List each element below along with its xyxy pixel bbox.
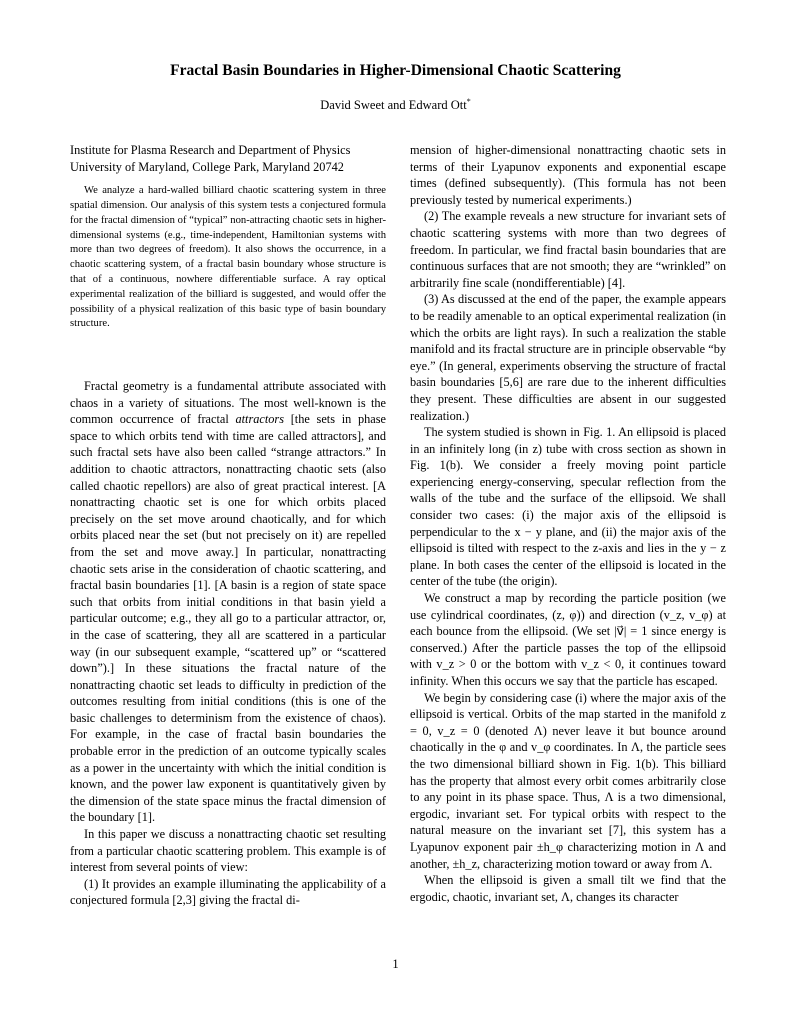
right-paragraph-3: (3) As discussed at the end of the paper, the example appears to be readily amenable to an optical experimental realization (in which the orbits are light rays). In such a realization the stable manifold and its fractal structure are in principle observable “by eye.” (In general, experiments observing the structure of fractal basin boundaries [5,6] are rare due to the inherent difficulties they present. These difficulties are absent in our suggested realization.)	[410, 292, 726, 423]
page-number: 1	[392, 957, 399, 971]
paragraph-2: In this paper we discuss a nonattracting chaotic set resulting from a particular chaotic scattering problem. This example is of interest from several points of view:	[70, 827, 386, 875]
right-paragraph-2: (2) The example reveals a new structure for invariant sets of chaotic scattering systems with more than two degrees of freedom. In particular, we find fractal basin boundaries that are continuous surfaces that are not smooth; they are “wrinkled” on arbitrarily fine scale (nondifferentiable) [4].	[410, 209, 726, 290]
right-paragraph-1: mension of higher-dimensional nonattracting chaotic sets in terms of their Lyapunov exponents and exponential escape times (defined subsequently). (This formula has not been previously tested by numerical experiments.)	[410, 143, 726, 207]
author-footnote-mark: *	[466, 97, 471, 106]
paragraph-intro-part-b: [the sets in phase space to which orbits tend with time are called attractors], and such fractal sets have also been called “strange attractors.” In addition to chaotic attractors, nonattracting chaotic sets (also called chaotic repellors) are also of great practical interest. [A nonattracting chaotic set is one for which orbits placed precisely on the set move around chaotically, and for which orbits placed near the set (but not precisely on it) are repelled from the set and move away.] In particular, nonattracting chaotic sets arise in the consideration of chaotic scattering, and fractal basin boundaries [1]. [A basin is a region of state space such that orbits from initial conditions in that basin yield a particular outcome; e.g., they all go to a particular attractor, or, in the case of scattering, they all are scattered in a particular way (in our subsequent example, “scattered up” or “scattered down”).] In these situations the fractal nature of the nonattracting chaotic set leads to difficulty in prediction of the outcomes resulting from initial conditions (this is one of the basic challenges to determinism from the existence of chaos). For example, in the case of fractal basin boundaries the probable error in the prediction of an outcome typically scales as a power in the uncertainty with which the initial condition is known, and the power law exponent is quantitatively given by the dimension of the state space minus the fractal dimension of the boundary [1].	[70, 412, 386, 825]
abstract-text: We analyze a hard-walled billiard chaotic scattering system in three spatial dimension. Our analysis of this system tests a conjectured formula for the fractal dimension of “typical” non-attracting chaotic sets in higher-dimensional systems (e.g., time-independent, Hamiltonian systems with more than two degrees of freedom). It also shows the occurrence, in a chaotic scattering system, of a fractal basin boundary whose structure is that of a continuous, nowhere differentiable surface. A ray optical experimental realization of the billiard is suggested, and would offer the possibility of a physical realization of this basic type of basin boundary structure.	[70, 185, 386, 330]
left-body	[70, 378, 386, 909]
paragraph-3: (1) It provides an example illuminating the applicability of a conjectured formula [2,3] giving the fractal di-	[70, 876, 386, 908]
right-column	[410, 142, 726, 905]
paper-authors	[0, 97, 791, 113]
affiliation	[70, 142, 386, 175]
right-paragraph-7: When the ellipsoid is given a small tilt we find that the ergodic, chaotic, invariant set, Λ, changes its character	[410, 873, 726, 904]
affiliation-line-1: Institute for Plasma Research and Department of Physics	[70, 143, 351, 157]
right-paragraph-6: We begin by considering case (i) where the major axis of the ellipsoid is vertical. Orbits of the map started in the manifold z = 0, v_z = 0 (denoted Λ) never leave it but bounce around chaotically in the φ and v_φ coordinates. In Λ, the particle sees the two dimensional billiard shown in Fig. 1(b). This billiard has the property that almost every orbit comes arbitrarily close to any point in its phase space. Thus, Λ is a two dimensional, ergodic, invariant set. For typical orbits with respect to the natural measure on the invariant set [7], this system has a Lyapunov exponent pair ±h_φ characterizing motion in Λ and another, ±h_z, characterizing motion toward or away from Λ.	[410, 690, 726, 871]
right-paragraph-4: The system studied is shown in Fig. 1. An ellipsoid is placed in an infinitely long (in z) tube with cross section as shown in Fig. 1(b). We consider a freely moving point particle experiencing energy-conserving, specular reflection from the walls of the tube and the surface of the ellipsoid. We shall consider two cases: (i) the major axis of the ellipsoid is perpendicular to the x − y plane, and (ii) the major axis of the ellipsoid is tilted with respect to the z-axis and lies in the y − z plane. In both cases the center of the ellipsoid is located in the center of the tube (the origin).	[410, 425, 726, 589]
author-names: David Sweet and Edward Ott	[320, 98, 467, 113]
paper-title: Fractal Basin Boundaries in Higher-Dimensional Chaotic Scattering	[170, 62, 621, 79]
abstract	[70, 184, 386, 332]
affiliation-line-2: University of Maryland, College Park, Maryland 20742	[70, 159, 344, 174]
paragraph-intro-italic: attractors	[235, 412, 284, 427]
left-column	[70, 142, 386, 908]
paragraph-intro-part-a: Fractal geometry is a fundamental attribute associated with chaos in a variety of situations. The most well-known is the common occurrence of fractal	[70, 379, 386, 427]
paragraph-intro	[70, 378, 386, 826]
right-paragraph-5: We construct a map by recording the particle position (we use cylindrical coordinates, (z, φ)) and direction (v_z, v_φ) at each bounce from the ellipsoid. (We set |v⃗| = 1 since energy is conserved.) After the particle passes the top of the ellipsoid with v_z > 0 or the bottom with v_z < 0, it continues toward infinity. When this occurs we say that the particle has escaped.	[410, 591, 726, 688]
